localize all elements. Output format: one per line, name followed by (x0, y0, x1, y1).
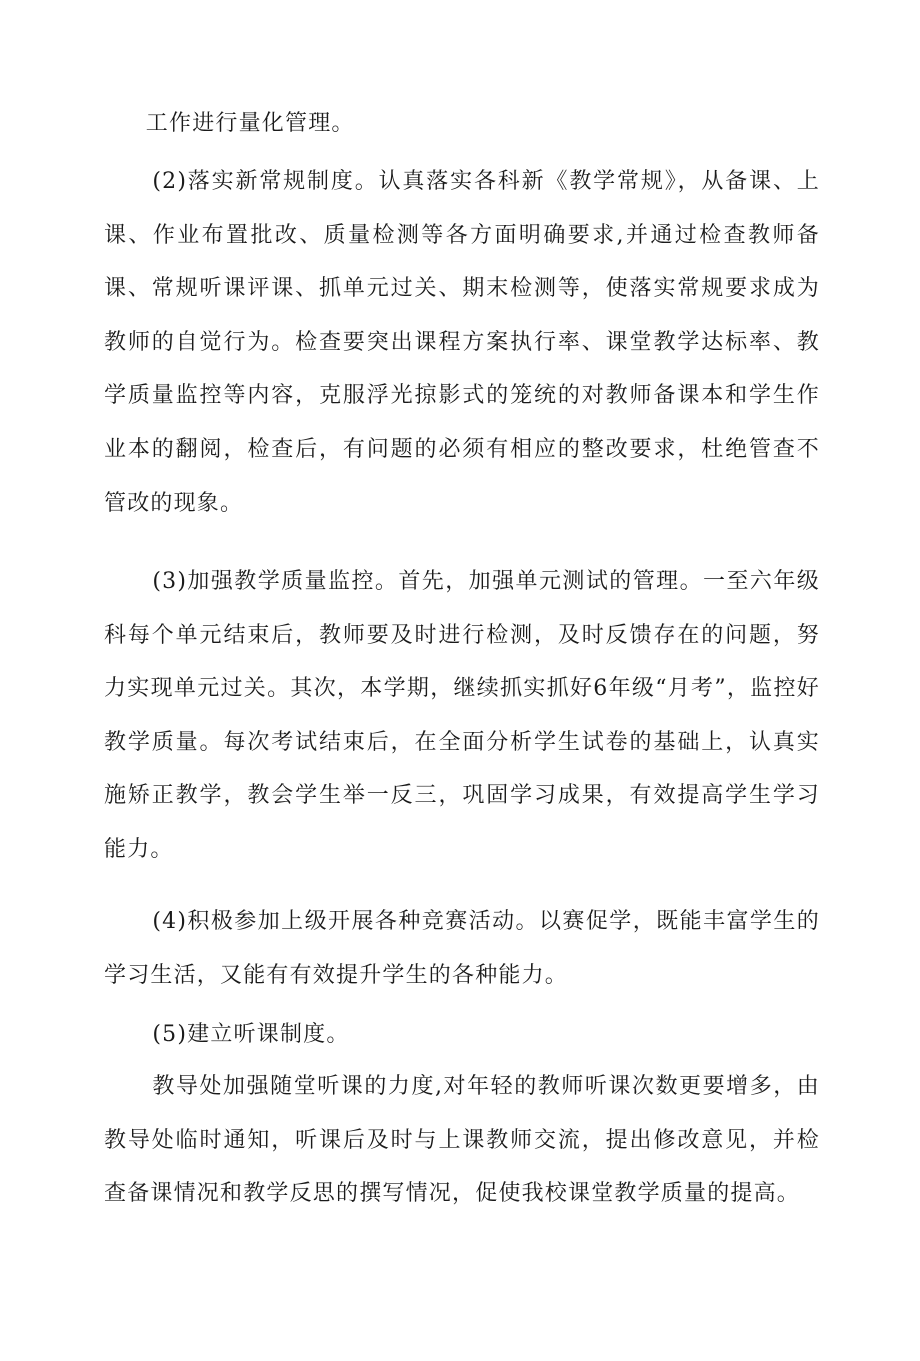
paragraph-routine-system: (2)落实新常规制度。认真落实各科新《教学常规》，从备课、上课、作业布置批改、质量检测等各方面明确要求,并通过检查教师备课、常规听课评课、抓单元过关、期末检测等，使落实常规要求成为教师的自觉行为。检查要突出课程方案执行率、课堂教学达标率、教学质量监控等内容，克服浮光掠影式的笼统的对教师备课本和学生作业本的翻阅，检查后，有问题的必须有相应的整改要求，杜绝管查不管改的现象。 (104, 169, 820, 516)
paragraph-quantified-management: 工作进行量化管理。 (145, 111, 355, 136)
paragraph-competitions: (4)积极参加上级开展各种竞赛活动。以赛促学，既能丰富学生的学习生活，又能有有效提升学生的各种能力。 (104, 909, 820, 988)
paragraph-lesson-observation-detail: 教导处加强随堂听课的力度,对年轻的教师听课次数更要增多，由教导处临时通知，听课后及时与上课教师交流，提出修改意见，并检查备课情况和教学反思的撰写情况，促使我校课堂教学质量的提高。 (104, 1074, 820, 1207)
paragraph-quality-monitoring: (3)加强教学质量监控。首先，加强单元测试的管理。一至六年级科每个单元结束后，教师要及时进行检测，及时反馈存在的问题，努力实现单元过关。其次，本学期，继续抓实抓好6年级“月考”，监控好教学质量。每次考试结束后，在全面分析学生试卷的基础上，认真实施矫正教学，教会学生举一反三，巩固学习成果，有效提高学生学习能力。 (104, 569, 820, 862)
paragraph-lesson-observation-heading: (5)建立听课制度。 (152, 1022, 350, 1047)
